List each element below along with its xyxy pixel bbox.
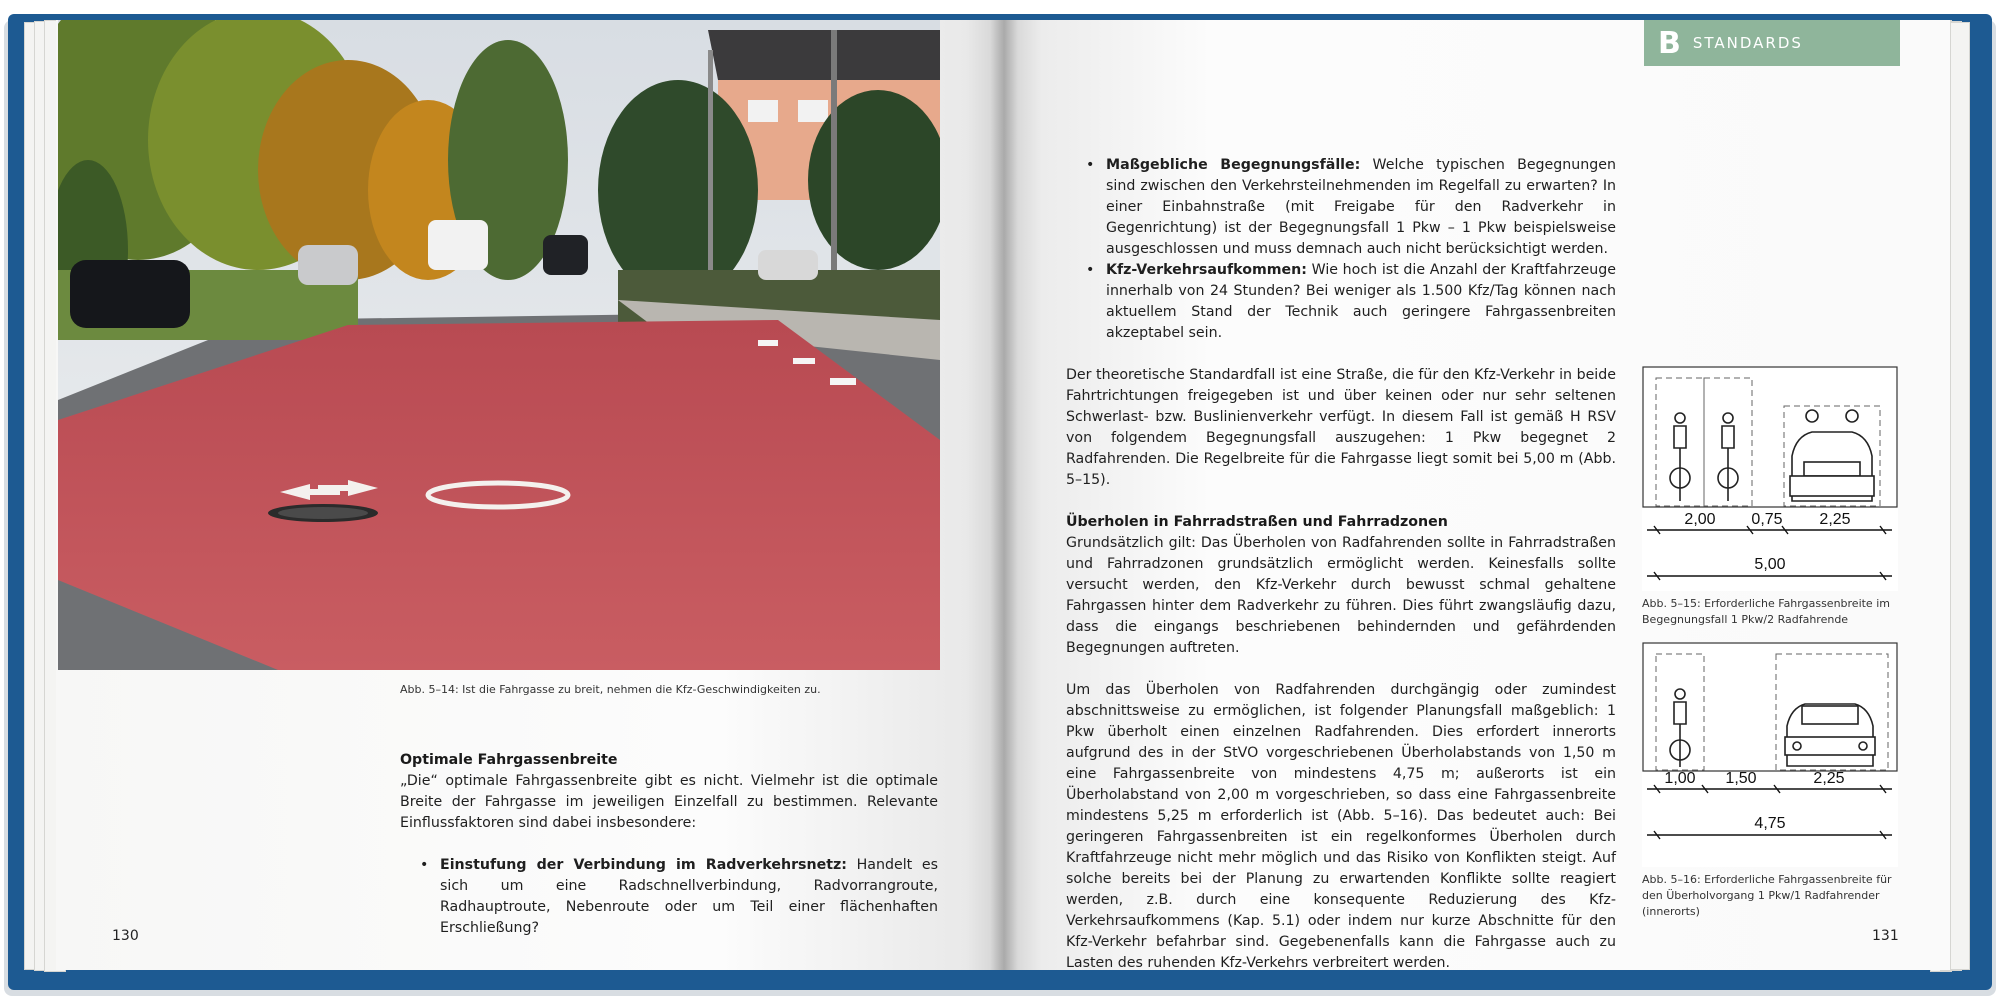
photo-caption: Abb. 5–14: Ist die Fahrgasse zu breit, nehmen die Kfz-Geschwindigkeiten zu. (400, 683, 821, 696)
body-paragraph: Der theoretische Standardfall ist eine Straße, die für den Kfz-Verkehr in beide Fahrtrichtungen freigegeben ist und über keinen oder nur sehr seltenen Schwerlast- bzw. Buslinienverkehr verfügt. In diesem Fall ist gemäß H RSV von folgendem Begegnungsfall auszugehen: 1 Pkw begegnet 2 Radfahrenden. Die Regelbreite für die Fahrgasse liegt somit bei 5,00 m (Abb. 5–15). (1066, 367, 1616, 488)
bullet-title: Maßgebliche Begegnungsfälle: (1106, 157, 1361, 173)
figure-5-15 (1642, 366, 1898, 591)
section-heading: Überholen in Fahrradstraßen und Fahrradzonen (1066, 514, 1448, 530)
bullet-text: Welche typischen Begegnungen sind zwischen den Verkehrsteilnehmenden im Regelfall zu erwarten? In einer Einbahnstraße (mit Freigabe für den Radverkehr in Gegenrichtung) ist der Begegnungsfall 1 Pkw – 1 Pkw beispielsweise ausgeschlossen und muss demnach auch nicht berücksichtigt werden. (1106, 157, 1616, 257)
section-tag (1644, 20, 1900, 66)
dimension-label: 0,75 (1751, 511, 1783, 528)
bullet-title: Kfz-Verkehrsaufkommen: (1106, 262, 1307, 278)
bullet-title: Einstufung der Verbindung im Radverkehrsnetz: (440, 857, 847, 873)
dimension-label: 2,00 (1684, 511, 1716, 528)
section-letter: B (1658, 25, 1681, 61)
section-heading: Optimale Fahrgassenbreite (400, 752, 618, 768)
figure-caption: Abb. 5–15: Erforderliche Fahrgassenbreite im Begegnungsfall 1 Pkw/2 Radfahrende (1642, 597, 1890, 626)
figure-caption: Abb. 5–16: Erforderliche Fahrgassenbreite für den Überholvorgang 1 Pkw/1 Radfahrender (innerorts) (1642, 873, 1892, 918)
bullet-item (1086, 260, 1616, 344)
dimension-total: 5,00 (1754, 556, 1786, 573)
right-page (1004, 20, 1950, 970)
street-photo-illustration (58, 20, 940, 670)
bullet-item (1086, 155, 1616, 260)
body-paragraph: „Die“ optimale Fahrgassenbreite gibt es nicht. Vielmehr ist die optimale Breite der Fahrgasse im jeweiligen Einzelfall zu bestimmen. Relevante Einflussfaktoren sind dabei insbesondere: (400, 773, 938, 831)
book-gutter (990, 20, 1018, 970)
dimension-label: 2,25 (1819, 511, 1851, 528)
bullet-text: Wie hoch ist die Anzahl der Kraftfahrzeuge innerhalb von 24 Stunden? Bei weniger als 1.500 Kfz/Tag können nach aktuellem Stand der Technik auch geringere Fahrgassenbreiten akzeptabel sein. (1106, 262, 1616, 341)
lane-width-diagram (1642, 366, 1898, 591)
body-paragraph: Um das Überholen von Radfahrenden durchgängig oder zumindest abschnittsweise zu ermöglichen, ist folgender Planungsfall maßgeblich: 1 Pkw überholt einen einzelnen Radfahrenden. Dies erfordert innerorts aufgrund des in der StVO vorgeschriebenen Überholabstands von 1,50 m eine Fahrgassenbreite von mindestens 4,75 m; außerorts ist ein Überholabstand von 2,00 m vorgeschrieben, so dass eine Fahrgassenbreite mindestens 5,25 m erforderlich ist (Abb. 5–16). Das bedeutet auch: Bei geringeren Fahrgassenbreiten ist ein regelkonformes Überholen durch Kraftfahrzeuge nicht mehr möglich und das Risiko von Konflikten steigt. Auf solche bereits bei der Planung zu erwartenden Konflikte sollte reagiert werden, z.B. durch eine konsequente Reduzierung des Kfz-Verkehrsaufkommens (Kap. 5.1) oder indem nur kurze Abschnitte für den Kfz-Verkehr befahrbar sind. Gegebenenfalls kann die Fahrgasse auch zu Lasten des ruhenden Kfz-Verkehrs verbreitert werden. (1066, 682, 1616, 970)
dimension-total: 4,75 (1754, 815, 1786, 832)
dimension-label: 1,50 (1725, 770, 1757, 787)
left-text-block (400, 750, 938, 939)
left-page (56, 20, 1004, 970)
right-page-edge (1950, 22, 1970, 970)
section-label: STANDARDS (1692, 34, 1803, 52)
lane-width-diagram (1642, 642, 1898, 867)
dimension-label: 2,25 (1813, 770, 1845, 787)
car-icon (1785, 704, 1875, 766)
dimension-label: 1,00 (1664, 770, 1696, 787)
body-paragraph: Grundsätzlich gilt: Das Überholen von Radfahrenden sollte in Fahrradstraßen und Fahrradzonen grundsätzlich ermöglicht werden. Keinesfalls sollte versucht werden, den Kfz-Verkehr durch bewusst schmal gehaltene Fahrgassen hinter dem Radverkehr zu führen. Dies führt zwangsläufig dazu, dass die eingangs beschriebenen behindernden und gefährdenden Begegnungen auftreten. (1066, 535, 1616, 656)
street-photo (58, 20, 940, 670)
page-number: 130 (112, 928, 139, 944)
page-number: 131 (1872, 928, 1899, 944)
bullet-text: Handelt es sich um eine Radschnellverbindung, Radvorrangroute, Radhauptroute, Nebenroute oder um Teil einer flächenhaften Erschließung? (440, 857, 938, 936)
right-text-block (1066, 365, 1616, 970)
bullet-list (1086, 155, 1616, 344)
bullet-item (420, 855, 938, 939)
figure-5-16 (1642, 642, 1898, 867)
bullet-list (400, 855, 938, 939)
